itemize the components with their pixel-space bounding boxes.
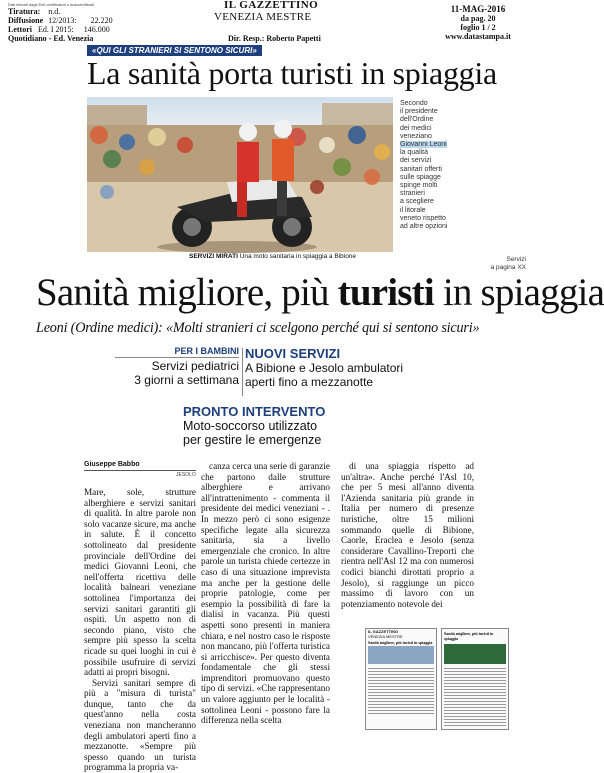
nuovi-line2: aperti fino a mezzanotte	[245, 375, 374, 389]
thumbnail-page-1	[365, 628, 437, 730]
thumb2-photo	[444, 644, 506, 664]
edition-label: Quotidiano - Ed. Venezia	[8, 34, 94, 43]
kicker: «QUI GLI STRANIERI SI SENTONO SICURI»	[87, 45, 262, 56]
box-pronto	[183, 404, 383, 447]
lettori-label: Lettori	[8, 25, 32, 34]
side-caption-line: veneziano	[400, 132, 432, 140]
thumb1-text-lines	[368, 666, 434, 716]
thumb1-masthead	[366, 629, 436, 640]
diffusione-label: Diffusione	[8, 16, 44, 25]
article-paragraph: Servizi sanitari sempre di più a "misura di turista" dunque, tanto che da quest'anno nella costa veneziana non mancheranno degli ambulatori aperti fino a mezzanotte. «Sempre più spesso quando un turista programma la propria va-	[84, 677, 196, 773]
pronto-label: PRONTO INTERVENTO	[183, 404, 326, 419]
circulation-info	[8, 7, 128, 43]
byline-rule	[84, 470, 196, 471]
diffusione-value: 22.220	[90, 16, 113, 25]
side-caption-line: sanitari offerti	[400, 165, 442, 173]
side-caption-line: Secondo	[400, 100, 428, 107]
bambini-line2: 3 giorni a settimana	[134, 373, 239, 387]
pronto-line2: per gestire le emergenze	[183, 433, 322, 447]
article-column-3	[341, 461, 474, 611]
article-paragraph: di una spiaggia rispetto ad un'altra». Anche perché l'Asl 10, che per 5 mesi all'anno diventa l'Azienda sanitaria più grande in Italia per numero di presenze turistiche, oltre 15 milioni sommando quelle di Bibione, Caorle, Eraclea e Jesolo (senza considerare Cavallino-Treporti che rientra nell'Asl 12 ma con numerosi codici bianchi dirottati proprio a Jesolo), si raggiunge un picco massimo di lavoro con un potenziamento notevole dei	[341, 461, 474, 609]
tiratura-value: n.d.	[48, 7, 61, 16]
page-reference-line2: a pagina XX	[490, 263, 526, 271]
thumb1-photo	[368, 646, 434, 664]
box-bambini	[115, 346, 239, 387]
byline-place: JESOLO	[176, 472, 196, 478]
side-caption-line: Giovanni Leoni	[400, 141, 447, 149]
lettori-period: Ed. I 2015:	[38, 25, 74, 34]
side-caption-line: ad altre opzioni	[400, 223, 448, 231]
thumb2-text-lines	[444, 666, 506, 726]
diffusione-period: 12/2013:	[48, 16, 77, 25]
thumb1-headline: Sanità migliore, più turisti in spiaggia	[368, 640, 433, 645]
beach-moto-image	[87, 97, 393, 252]
side-caption-line: il litorale	[400, 206, 426, 214]
masthead-bottom: VENEZIA MESTRE	[214, 11, 312, 23]
side-caption-line: spinge molti	[400, 182, 438, 190]
side-caption-line: a scegliere	[400, 198, 434, 206]
page-number: da pag. 20	[460, 14, 496, 23]
headline-part1: Sanità migliore, più	[36, 271, 338, 314]
lettori-value: 146.000	[83, 25, 110, 34]
article-column-2	[201, 461, 330, 731]
masthead-top: IL GAZZETTINO	[224, 0, 319, 11]
side-caption-line: dell'Ordine	[400, 116, 434, 124]
byline-author: Giuseppe Babbo	[84, 461, 140, 468]
beach-photo	[87, 97, 393, 252]
side-caption-line: il presidente	[400, 108, 438, 116]
side-caption-line: la qualità	[400, 149, 429, 157]
main-headline	[36, 272, 604, 314]
photo-caption-label: SERVIZI MIRATI	[189, 253, 238, 260]
thumb1-mast-bottom: VENEZIA MESTRE	[368, 633, 403, 639]
pronto-line1: Moto-soccorso utilizzato	[183, 419, 318, 433]
director: Dir. Resp.: Roberto Papetti	[228, 34, 321, 43]
banner-title: La sanità porta turisti in spiaggia	[87, 55, 497, 91]
date: 11-MAG-2016	[450, 4, 506, 14]
nuovi-label: NUOVI SERVIZI	[245, 346, 341, 361]
article-column-1	[84, 487, 196, 773]
side-caption-line: veneto rispetto	[400, 214, 446, 222]
page-reference	[400, 256, 526, 271]
bambini-label: PER I BAMBINI	[115, 346, 239, 358]
box-nuovi	[245, 346, 445, 389]
nuovi-line1: A Bibione e Jesolo ambulatori	[245, 361, 404, 375]
tiratura-label: Tiratura:	[8, 7, 41, 16]
photo-caption-text: Una moto sanitaria in spiaggia a Bibione	[239, 253, 357, 260]
side-caption-line: sulle spiagge	[400, 173, 441, 181]
article-paragraph: Mare, sole, strutture alberghiere e servizi sanitari di qualità. In altre parole non solo vacanze sicure, ma anche in salute. È il concetto sottolineato dal presidente provinciale dell'Ordine dei medici Giovanni Leoni, che nell'offerta ricettiva delle località balneari veneziane sottolinea l'importanza dei servizi sanitari garantiti gli ospiti. Un aspetto non di secondo piano, visto che sempre più spesso la scelta ricade su quei luoghi in cui è possibile usufruire di servizi adatti ai propri bisogni.	[84, 487, 196, 678]
foglio: foglio 1 / 2	[460, 23, 496, 32]
side-caption-line: stranieri	[400, 190, 425, 198]
photo-caption	[189, 253, 356, 260]
bambini-line1: Servizi pediatrici	[151, 359, 239, 373]
thumbnail-page-2	[441, 628, 509, 730]
subtitle: Leoni (Ordine medici): «Molti stranieri ci scelgono perché qui si sentono sicuri»	[36, 320, 480, 336]
page-info	[430, 5, 526, 41]
thumb2-headline: Sanità migliore, più turisti in spiaggia	[444, 631, 494, 641]
headline-bold: turisti	[337, 271, 434, 314]
article-paragraph: canza cerca una serie di garanzie che partono dalle strutture alberghiere e arrivano all'intrattenimento - commenta il presidente dei medici veneziani - . In mezzo però ci sono esigenze specifiche legate alla sicurezza sanitaria, sia a livello emergenziale che cronico. In altre parole un turista chiede certezze in caso di una situazione imprevista ma anche per la gestione delle proprie patologie, come per esempio la possibilità di fare la dialisi in vacanza. Più questi aspetti sono presenti in maniera chiara, e nel nostro caso le risposte non mancano, più l'offerta turistica si arricchisce». Per questo diventa fondamentale che gli stessi imprenditori promuovano questo tipo di servizi. «Che rappresentano un valore aggiunto per le località - sottolinea Leoni - possono fare la differenza nella scelta	[201, 461, 330, 726]
thumb1-mast-top: IL GAZZETTINO	[368, 629, 399, 634]
source-note: Dati rilevati dagli Enti certificatori o autocertificati	[8, 2, 94, 7]
side-caption	[400, 100, 470, 231]
side-caption-line: dei medici	[400, 124, 432, 132]
website: www.datastampa.it	[445, 32, 511, 41]
page-reference-line1: Servizi	[506, 256, 526, 263]
masthead	[214, 0, 334, 23]
headline-part2: in spiaggia	[433, 271, 604, 314]
side-caption-line: dei servizi	[400, 157, 432, 165]
box-divider	[242, 348, 243, 396]
